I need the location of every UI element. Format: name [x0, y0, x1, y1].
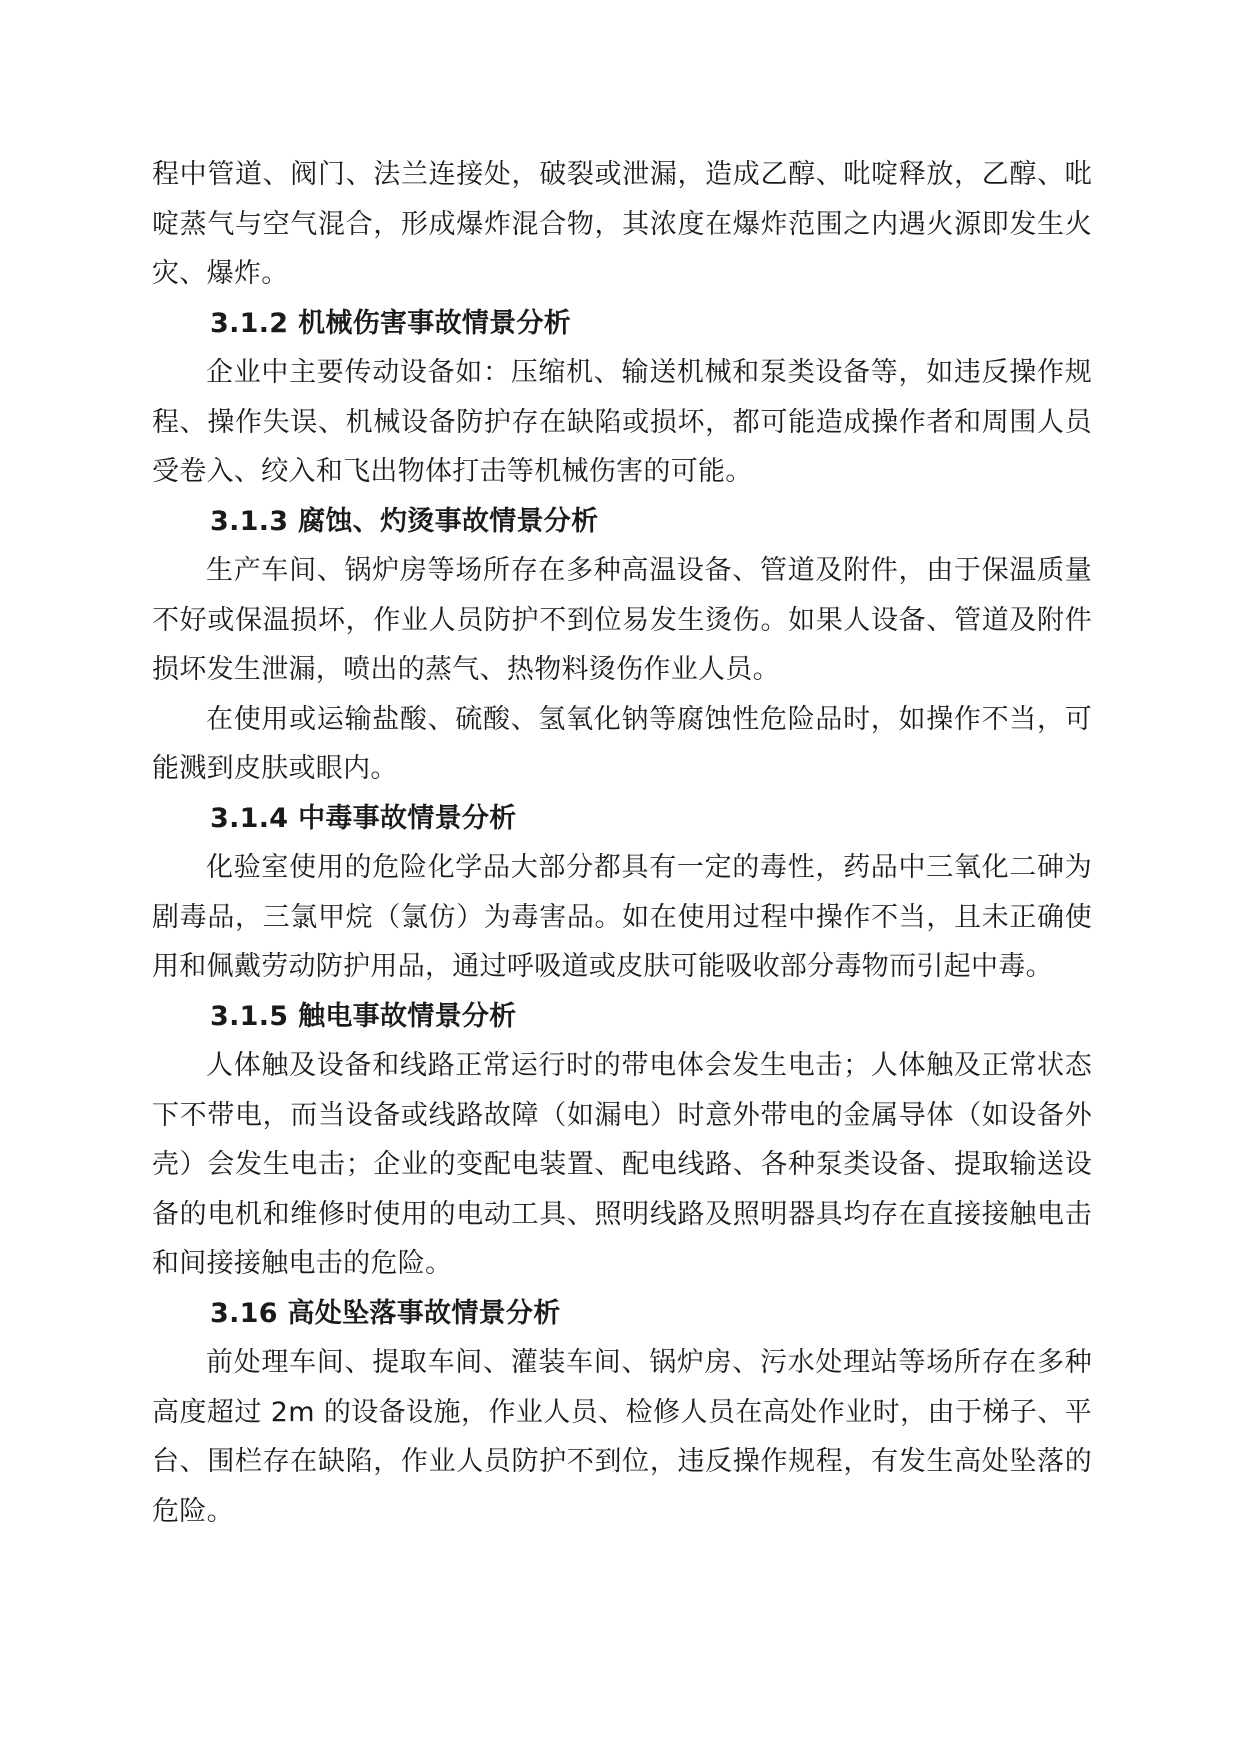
section-heading-3-16: 3.16 高处坠落事故情景分析: [210, 1297, 561, 1329]
section-heading-3-1-2: 3.1.2 机械伤害事故情景分析: [210, 307, 572, 339]
paragraph-scald-injury: 生产车间、锅炉房等场所存在多种高温设备、管道及附件，由于保温质量不好或保温损坏，作业人员防护不到位易发生烫伤。如果人设备、管道及附件损坏发生泄漏，喷出的蒸气、热物料烫伤作业人员。: [152, 555, 1092, 685]
paragraph-fall-from-height: 前处理车间、提取车间、灌装车间、锅炉房、污水处理站等场所存在多种高度超过 2m 的设备设施，作业人员、检修人员在高处作业时，由于梯子、平台、围栏存在缺陷，作业人员防护不到位，违反操作规程，有发生高处坠落的危险。: [152, 1347, 1092, 1527]
paragraph-corrosion-injury: 在使用或运输盐酸、硫酸、氢氧化钠等腐蚀性危险品时，如操作不当，可能溅到皮肤或眼内。: [152, 703, 1092, 784]
paragraph-electric-shock: 人体触及设备和线路正常运行时的带电体会发生电击；人体触及正常状态下不带电，而当设备或线路故障（如漏电）时意外带电的金属导体（如设备外壳）会发生电击；企业的变配电装置、配电线路、各种泵类设备、提取输送设备的电机和维修时使用的电动工具、照明线路及照明器具均存在直接接触电击和间接接触电击的危险。: [152, 1050, 1092, 1279]
paragraph-continuation: 程中管道、阀门、法兰连接处，破裂或泄漏，造成乙醇、吡啶释放，乙醇、吡啶蒸气与空气混合，形成爆炸混合物，其浓度在爆炸范围之内遇火源即发生火灾、爆炸。: [152, 159, 1092, 289]
section-heading-3-1-3: 3.1.3 腐蚀、灼烫事故情景分析: [210, 505, 599, 537]
document-page: [152, 150, 1092, 1536]
section-heading-3-1-4: 3.1.4 中毒事故情景分析: [210, 802, 517, 834]
paragraph-poisoning: 化验室使用的危险化学品大部分都具有一定的毒性，药品中三氧化二砷为剧毒品，三氯甲烷（氯仿）为毒害品。如在使用过程中操作不当，且未正确使用和佩戴劳动防护用品，通过呼吸道或皮肤可能吸收部分毒物而引起中毒。: [152, 852, 1092, 982]
section-heading-3-1-5: 3.1.5 触电事故情景分析: [210, 1000, 517, 1032]
paragraph-mechanical-injury: 企业中主要传动设备如：压缩机、输送机械和泵类设备等，如违反操作规程、操作失误、机械设备防护存在缺陷或损坏，都可能造成操作者和周围人员受卷入、绞入和飞出物体打击等机械伤害的可能。: [152, 357, 1092, 487]
